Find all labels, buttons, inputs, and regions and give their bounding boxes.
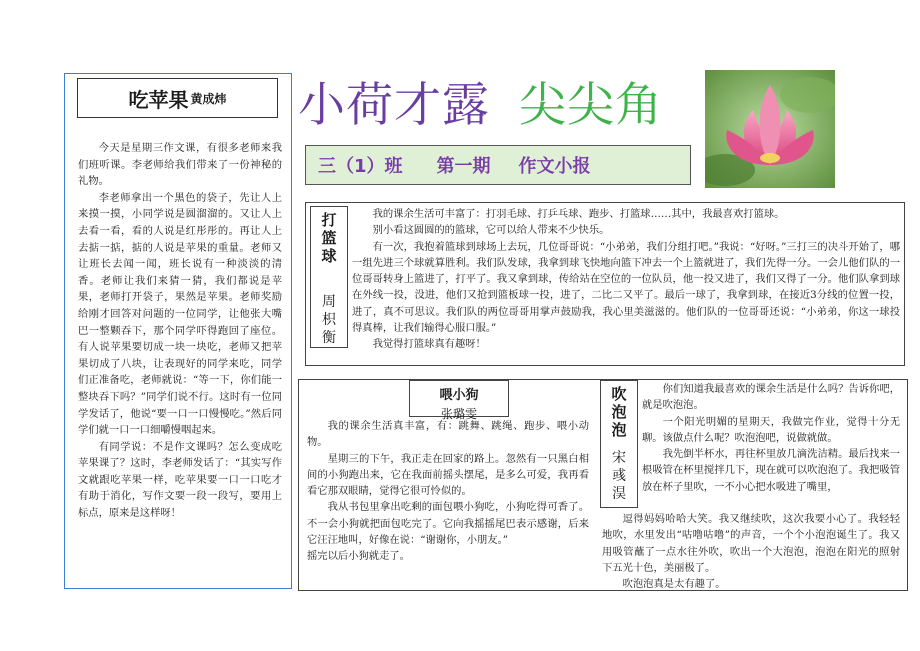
paragraph: 别小看这圆圆的的篮球，它可以给人带来不少快乐。 [372,224,610,237]
issue-number: 第一期 [436,156,491,177]
puppy-author: 张璐雯 [440,407,477,421]
vertical-title-char: 泡 [611,421,627,439]
bubbles-label-box [600,380,638,508]
left-article-title-box [77,78,278,118]
paragraph: 一个阳光明媚的星期天，我做完作业，觉得十分无聊。该做点什么呢？吹泡泡吧，说做就做。 [642,415,900,444]
paragraph: 李老师拿出一个黑色的袋子，先让人上来摸一摸，小同学说是圆溜溜的。又让人上去看一看，看的人说是红彤彤的。再让人上去掂一掂，掂的人说是苹果的重量。老师又让班长去闻一闻，班长说有一种淡淡的清香。老师让我们来猜一猜，我们都说是苹果，老师打开袋子，果然是苹果。老师奖励给刚才回答对问题的一位同学，让他张大嘴巴一整颗吞下，那个同学吓得跑回了座位。有人说苹果要切成一块一块吃，老师又把苹果切成了八块，让表现好的同学来吃，同学们正准备吃，老师就说：“等一下，你们能一整块吞下吗？”同学们说不行。这时有一位同学发话了，他说“要一口一口慢慢吃。”然后同学们就一口一口细嚼慢咽起来。 [78,191,282,437]
banner-title-part1: 小荷才露 [298,78,490,133]
vertical-title-char: 球 [321,247,337,265]
vertical-title-char: 吹 [611,385,627,403]
puppy-title: 喂小狗 [439,388,479,403]
paragraph: 我的课余生活可丰富了：打羽毛球、打乒乓球、跑步、打篮球……其中，我最喜欢打篮球。 [372,208,785,220]
vertical-author-char: 周 [322,294,336,310]
vertical-author-char: 宋 [612,450,626,466]
paragraph: 逗得妈妈哈哈大笑。我又继续吹，这次我要小心了。我轻轻地吹，水里发出“咕噜咕噜”的声音，一个个小泡泡诞生了。我又用吸管蘸了一点水往外吹，吹出一个大泡泡，泡泡在阳光的照射下五光十色，美丽极了。 [602,513,900,574]
basketball-article-body [352,206,900,353]
lotus-flower-icon [705,70,835,188]
subtitle-bar [305,145,691,185]
vertical-author-char: 衡 [322,330,336,346]
banner-title-part2: 尖尖角 [519,78,663,133]
left-article-body [78,140,282,522]
class-name: 三（1）班 [318,156,403,177]
puppy-article-body [307,418,589,565]
paragraph: 有同学说：不是作文课吗？怎么变成吃苹果课了？这时，李老师发话了：“其实写作文就跟吃苹果一样，吃苹果要一口一口吃才有助于消化，写作文要一段一段写，要用上标点，原来是这样呀！ [78,440,282,520]
paragraph: 星期三的下午，我正走在回家的路上。忽然有一只黑白相间的小狗跑出来，它在我面前摇头摆尾，是多么可爱，我再看看它那双眼睛，觉得它很可怜似的。 [307,452,589,498]
paragraph: 我先倒半杯水，再往杯里放几滴洗洁精。最后找来一根吸管在杯里搅拌几下，现在就可以吹泡泡了。我把吸管放在杯子里吹，一不小心把水吸进了嘴里， [642,448,900,493]
paragraph: 我从书包里拿出吃剩的面包喂小狗吃，小狗吃得可香了。不一会小狗就把面包吃完了。它向我摇摇尾巴表示感谢，后来它汪汪地叫，好像在说：“谢谢你，小朋友。” [307,501,589,547]
puppy-title-box [409,380,509,421]
left-article-title: 吃苹果 [128,87,189,112]
paragraph: 我的课余生活真丰富，有：跳舞、跳绳、跑步、喂小动物。 [307,420,589,449]
vertical-title-char: 泡 [611,403,627,421]
paper-name: 作文小报 [518,156,591,177]
vertical-author-char: 枳 [322,312,336,328]
left-article-author: 黄成炜 [190,91,227,106]
bubbles-article-body-top [642,381,900,495]
paragraph: 有一次，我抱着篮球到球场上去玩，几位哥哥说：“小弟弟，我们分组打吧。”我说：“好呀。”三打三的决斗开始了，哪一组先进三个球就算胜利。我们队发球，我拿到球飞快地向篮下冲去一个上篮就进了，我们先得一分。一会儿他们队的一位哥哥转身上篮进了，打平了。我又拿到球，传给站在空位的一位队员，他一投又进了，我们又得了一分。他们队拿到球在外线一投，没进，他们又抢到篮板球一投，进了，二比二又平了。最后一球了，我拿到球，在接近3分线的位置一投，进了，真不可思议。我们队的两位哥哥用掌声鼓励我，我心里美滋滋的。他们队的一位哥哥还说：“小弟弟，你这一球投得真棒，让我们输得心服口服。” [352,240,900,335]
paragraph: 吹泡泡真是太有趣了。 [622,578,726,591]
bubbles-article-body-bottom [602,511,900,592]
vertical-author-char: 彧 [612,468,626,484]
paragraph: 你们知道我最喜欢的课余生活是什么吗？告诉你吧，就是吹泡泡。 [642,383,900,412]
paragraph: 今天是星期三作文课，有很多老师来我们班听课。李老师给我们带来了一份神秘的礼物。 [78,142,282,188]
paragraph: 摇完以后小狗就走了。 [307,550,410,563]
vertical-author-char: 淏 [612,486,626,502]
vertical-title-char: 篮 [321,229,337,247]
paragraph: 我觉得打篮球真有趣呀！ [372,338,486,351]
basketball-label-box [310,206,348,348]
vertical-title-char: 打 [321,211,337,229]
